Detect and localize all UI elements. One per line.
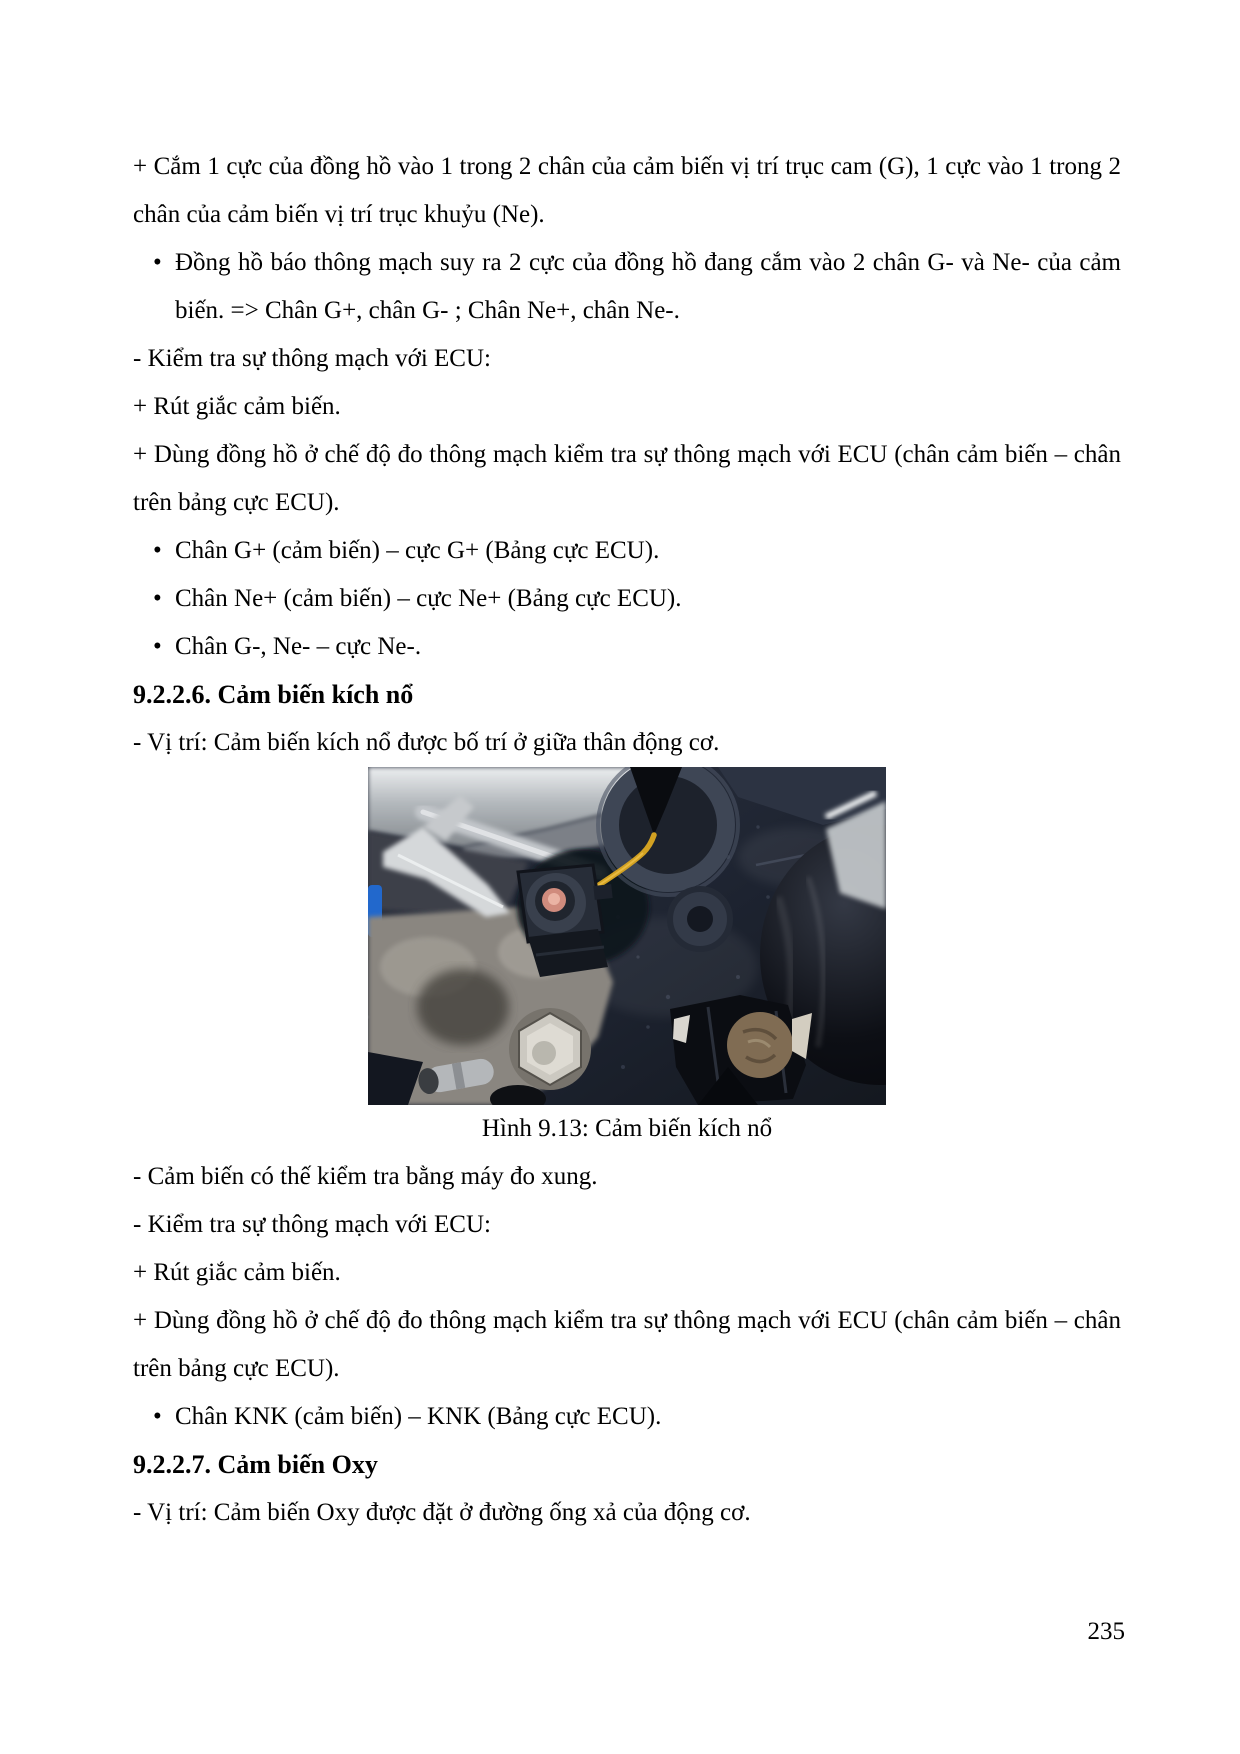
small-boss (670, 889, 730, 949)
bullet-list-cam-crank-result (133, 239, 1121, 335)
hex-bolt (509, 1008, 591, 1090)
line-knock-pulse-check: - Cảm biến có thế kiểm tra bằng máy đo xung. (133, 1163, 598, 1190)
line-unplug-connector: + Rút giắc cảm biến. (133, 1259, 341, 1286)
line-check-ecu: - Kiểm tra sự thông mạch với ECU: (133, 345, 491, 372)
para-continuity-check: + Dùng đồng hồ ở chế độ đo thông mạch kiểm tra sự thông mạch với ECU (chân cảm biến – chân trên bảng cực ECU). (133, 1307, 1121, 1382)
page-content (133, 143, 1121, 1537)
line-oxy-position: - Vị trí: Cảm biến Oxy được đặt ở đường ống xả của động cơ. (133, 1499, 751, 1526)
bullet-item: • Chân Ne+ (cảm biến) – cực Ne+ (Bảng cực ECU). (175, 575, 1121, 623)
bullet-list-knock-pins (133, 1393, 1121, 1441)
bullet-item: • Chân KNK (cảm biến) – KNK (Bảng cực ECU). (175, 1393, 1121, 1441)
heading-oxy-sensor: 9.2.2.7. Cảm biến Oxy (133, 1450, 378, 1479)
line-knock-position: - Vị trí: Cảm biến kích nổ được bố trí ở giữa thân động cơ. (133, 729, 720, 756)
figure-caption: Hình 9.13: Cảm biến kích nổ (481, 1115, 773, 1142)
page-number: 235 (1087, 1618, 1125, 1645)
knock-sensor-photo (368, 767, 886, 1105)
rusty-bolt (727, 1012, 793, 1078)
heading-knock-sensor: 9.2.2.6. Cảm biến kích nổ (133, 680, 414, 709)
para-cam-crank-probe: + Cắm 1 cực của đồng hồ vào 1 trong 2 chân của cảm biến vị trí trục cam (G), 1 cực vào 1 trong 2 chân của cảm biến vị trí trục khuỷu (Ne). (133, 153, 1121, 228)
bullet-item: • Đồng hồ báo thông mạch suy ra 2 cực của đồng hồ đang cắm vào 2 chân G- và Ne- của cảm biến. => Chân G+, chân G- ; Chân Ne+, chân Ne-. (175, 239, 1121, 335)
bullet-list-cam-crank-pins (133, 527, 1121, 671)
para-continuity-check: + Dùng đồng hồ ở chế độ đo thông mạch kiểm tra sự thông mạch với ECU (chân cảm biến – chân trên bảng cực ECU). (133, 441, 1121, 516)
bullet-item: • Chân G-, Ne- – cực Ne-. (175, 623, 1121, 671)
bullet-item: • Chân G+ (cảm biến) – cực G+ (Bảng cực ECU). (175, 527, 1121, 575)
line-unplug-connector: + Rút giắc cảm biến. (133, 393, 341, 420)
knock-sensor-figure (133, 767, 1121, 1153)
line-check-ecu: - Kiểm tra sự thông mạch với ECU: (133, 1211, 491, 1238)
